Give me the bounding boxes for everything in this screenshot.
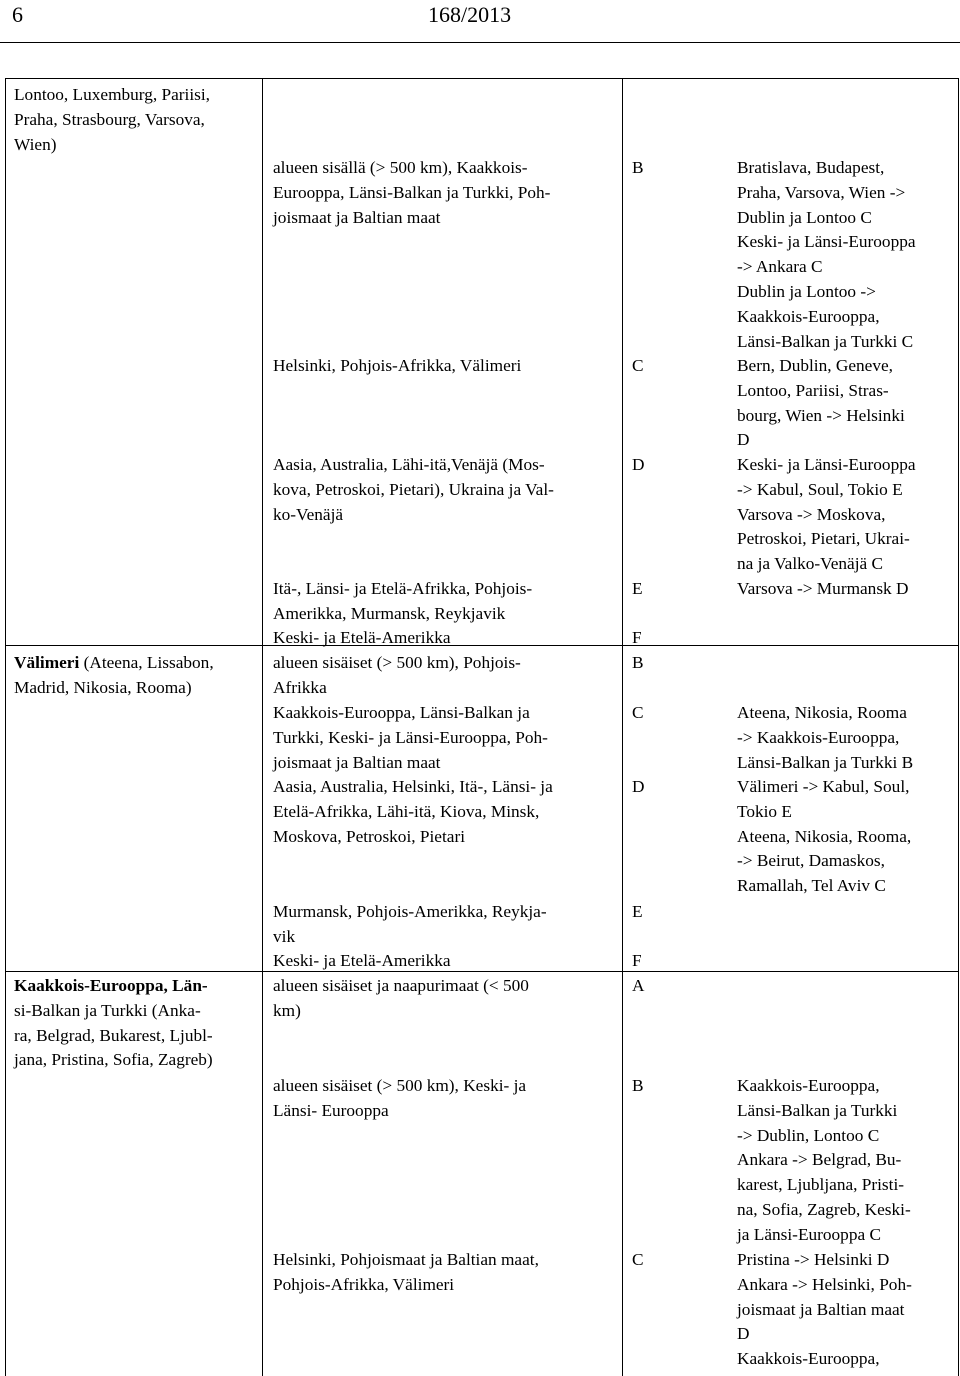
cell-line: Dublin ja Lontoo C [737,207,872,227]
cell-line: Lontoo, Luxemburg, Pariisi, [14,85,211,104]
cell-line: Keski- ja Länsi-Eurooppa [737,232,916,252]
exception-cell [737,354,905,453]
class-cell: A [632,976,645,995]
class-cell: E [632,579,643,598]
cell-line: Keski- ja Länsi-Eurooppa [737,455,916,474]
cell-line: na, Sofia, Zagreb, Keski- [737,1199,911,1219]
cell-line: Kaakkois-Eurooppa, Län- [14,976,208,995]
destination-cell [273,1074,526,1124]
header-rule [0,42,960,43]
cell-line: karest, Ljubljana, Pristi- [737,1175,905,1195]
exception-cell [737,775,911,899]
origin-city-cell [14,651,214,701]
route-class-table [5,78,959,1376]
cell-line: jana, Pristina, Sofia, Zagreb) [14,1050,213,1070]
cell-line: si-Balkan ja Turkki (Anka- [14,1000,201,1020]
class-cell: B [632,653,644,672]
cell-line: alueen sisäiset (> 500 km), Keski- ja [273,1076,527,1095]
destination-cell [273,949,451,974]
cell-line: Aasia, Australia, Helsinki, Itä-, Länsi- ja [273,777,553,796]
page-number: 6 [12,2,23,27]
cell-line: joismaat ja Baltian maat [737,1299,905,1319]
cell-line: Ramallah, Tel Aviv C [737,876,886,896]
cell-line: Bratislava, Budapest, [737,158,885,177]
exception-cell [737,453,916,577]
destination-cell [273,626,451,651]
cell-line: Helsinki, Pohjois-Afrikka, Välimeri [273,356,522,375]
class-cell: B [632,158,644,177]
issue-number: 168/2013 [428,2,512,27]
class-cell: C [632,703,644,722]
cell-line: Etelä-Afrikka, Lähi-itä, Kiova, Minsk, [273,801,540,821]
cell-line: Länsi-Balkan ja Turkki [737,1100,898,1120]
cell-line: vik [273,926,296,946]
cell-line: alueen sisäiset ja naapurimaat (< 500 [273,976,529,995]
destination-cell [273,900,547,950]
cell-line: Välimeri [14,653,80,672]
cell-line: -> Beirut, Damaskos, [737,851,885,871]
cell-line: Keski- ja Etelä-Amerikka [273,951,451,970]
cell-line: Varsova -> Murmansk D [737,579,909,598]
destination-cell [273,651,521,701]
class-cell: F [632,628,642,647]
class-cell: C [632,356,644,375]
cell-line: Keski- ja Etelä-Amerikka [273,628,451,647]
exception-cell [737,577,909,602]
cell-line: km) [273,1000,301,1020]
cell-line: bourg, Wien -> Helsinki [737,405,905,425]
cell-line: Länsi- Eurooppa [273,1100,389,1120]
destination-cell [273,453,554,527]
cell-line: Aasia, Australia, Lähi-itä,Venäjä (Mos- [273,455,545,474]
table-border-right [958,78,959,1376]
cell-line: alueen sisäiset (> 500 km), Pohjois- [273,653,521,672]
cell-line: Kaakkois-Eurooppa, Länsi-Balkan ja [273,703,530,722]
cell-line: Madrid, Nikosia, Rooma) [14,677,192,697]
cell-line: Varsova -> Moskova, [737,504,886,524]
section-divider-2 [5,971,959,972]
destination-cell [273,974,529,1024]
cell-line: kova, Petroskoi, Pietari), Ukraina ja Val- [273,479,554,499]
cell-line: Kaakkois-Eurooppa, [737,306,880,326]
cell-line: Länsi-Balkan ja Turkki B [737,752,914,772]
column-divider-1 [262,78,263,1376]
origin-city-cell [14,83,210,157]
cell-line: na ja Valko-Venäjä C [737,554,884,574]
cell-line: Afrikka [273,677,327,697]
cell-line: -> Kabul, Soul, Tokio E [737,479,903,499]
cell-line: Dublin ja Lontoo -> [737,281,876,301]
destination-cell [273,354,521,379]
cell-line: Kaakkois-Eurooppa, [737,1349,880,1369]
column-divider-2 [622,78,623,1376]
section-divider-1 [5,645,959,646]
cell-line: Murmansk, Pohjois-Amerikka, Reykja- [273,902,547,921]
cell-line: Ankara -> Helsinki, Poh- [737,1274,912,1294]
cell-line: Pristina -> Helsinki D [737,1250,890,1269]
cell-line: Pohjois-Afrikka, Välimeri [273,1274,455,1294]
cell-line: Bern, Dublin, Geneve, [737,356,893,375]
cell-line: Lontoo, Pariisi, Stras- [737,380,889,400]
exception-cell [737,1248,912,1372]
cell-line: Ateena, Nikosia, Rooma, [737,826,912,846]
class-cell: D [632,455,645,474]
cell-line: Ateena, Nikosia, Rooma [737,703,907,722]
cell-line: ja Länsi-Eurooppa C [737,1224,881,1244]
destination-cell [273,701,548,775]
cell-line: Kaakkois-Eurooppa, [737,1076,880,1095]
class-cell: D [632,777,645,796]
exception-cell [737,701,913,775]
class-cell: C [632,1250,644,1269]
destination-cell [273,1248,539,1298]
cell-line: ra, Belgrad, Bukarest, Ljubl- [14,1025,213,1045]
cell-line: Tokio E [737,801,792,821]
cell-line: -> Dublin, Lontoo C [737,1125,880,1145]
class-cell: B [632,1076,644,1095]
cell-line: joismaat ja Baltian maat [273,752,441,772]
cell-line: Praha, Varsova, Wien -> [737,182,906,202]
cell-line: Amerikka, Murmansk, Reykjavik [273,603,506,623]
cell-line: Petroskoi, Pietari, Ukrai- [737,529,910,549]
cell-line: (Ateena, Lissabon, [83,653,214,672]
table-border-top [5,78,959,79]
class-cell: E [632,902,643,921]
origin-city-cell [14,974,213,1073]
cell-line: Wien) [14,134,57,154]
class-cell: F [632,951,642,970]
destination-cell [273,577,532,627]
cell-line: Välimeri -> Kabul, Soul, [737,777,910,796]
cell-line: alueen sisällä (> 500 km), Kaakkois- [273,158,528,177]
cell-line: Eurooppa, Länsi-Balkan ja Turkki, Poh- [273,182,551,202]
table-border-left [5,78,6,1376]
exception-cell [737,1074,911,1248]
destination-cell [273,156,550,230]
cell-line: joismaat ja Baltian maat [273,207,441,227]
cell-line: -> Kaakkois-Eurooppa, [737,727,900,747]
cell-line: Praha, Strasbourg, Varsova, [14,109,205,129]
destination-cell [273,775,553,849]
exception-cell [737,156,916,354]
cell-line: Turkki, Keski- ja Länsi-Eurooppa, Poh- [273,727,548,747]
cell-line: D [737,1324,750,1344]
cell-line: ko-Venäjä [273,504,344,524]
cell-line: Itä-, Länsi- ja Etelä-Afrikka, Pohjois- [273,579,533,598]
cell-line: Länsi-Balkan ja Turkki C [737,331,914,351]
cell-line: Moskova, Petroskoi, Pietari [273,826,466,846]
cell-line: Ankara -> Belgrad, Bu- [737,1150,902,1170]
cell-line: Helsinki, Pohjoismaat ja Baltian maat, [273,1250,539,1269]
cell-line: D [737,430,750,450]
cell-line: -> Ankara C [737,257,823,277]
cell-line [14,651,214,676]
